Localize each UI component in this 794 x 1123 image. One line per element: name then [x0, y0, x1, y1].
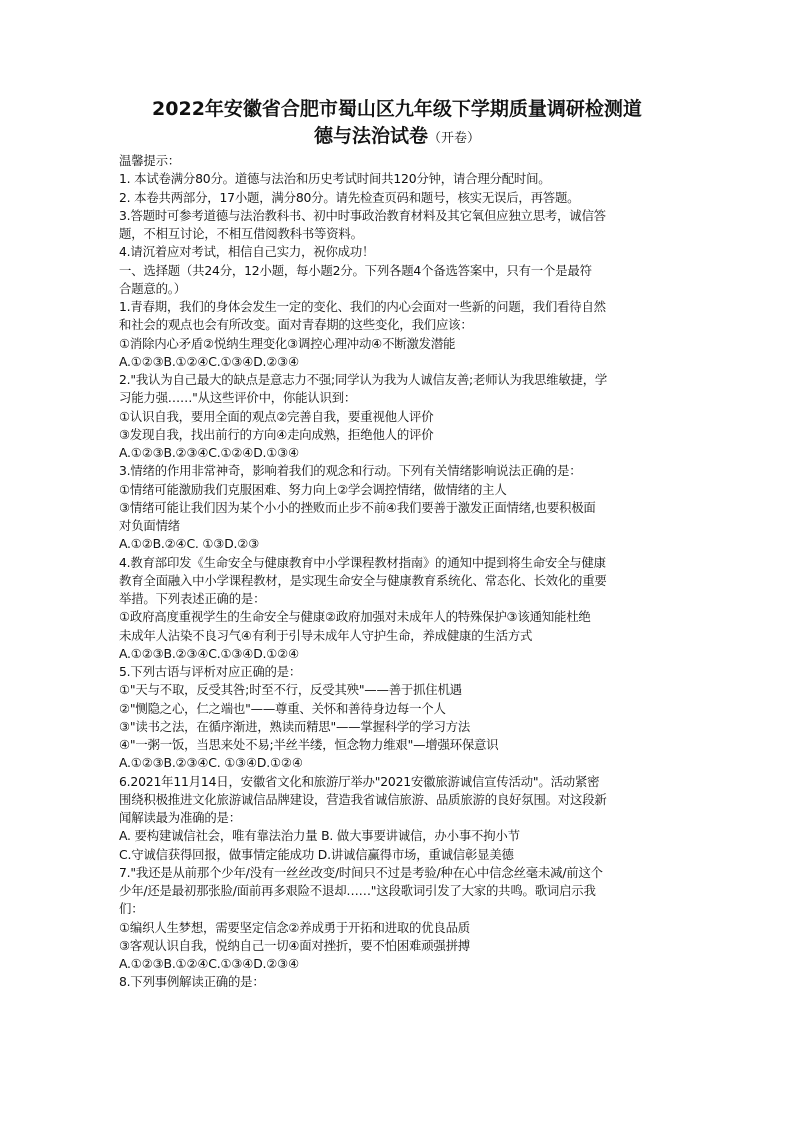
text-line: 未成年人沾染不良习气④有利于引导未成年人守护生命，养成健康的生活方式: [119, 627, 533, 643]
text-line: 举措。下列表述正确的是：: [119, 591, 266, 606]
text-line: A.①②③B.②③④C. ①③④D.①②④: [119, 755, 303, 771]
text-line: ③客观认识自我，悦纳自己一切④面对挫折，要不怕困难顽强拼搏: [119, 937, 470, 953]
text-line: 1.青春期，我们的身体会发生一定的变化、我们的内心会面对一些新的问题，我们看待自然: [119, 299, 606, 314]
text-line: 8.下列事例解读正确的是：: [119, 974, 265, 990]
text-line: 和社会的观点也会有所改变。面对青春期的这些变化，我们应该：: [119, 317, 473, 333]
text-line: 2."我认为自己最大的缺点是意志力不强;同学认为我为人诚信友善;老师认为我思维敏捷，学: [119, 372, 608, 387]
text-line: A.①②③B.②③④C.①③④D.①②④: [119, 645, 300, 661]
page-title: [60, 96, 734, 152]
text-line: 对负面情绪: [119, 518, 180, 533]
text-line: ①政府高度重视学生的生命安全与健康②政府加强对未成年人的特殊保护③该通知能杜绝: [119, 609, 591, 625]
text-line: ①消除内心矛盾②悦纳生理变化③调控心理冲动④不断激发潜能: [119, 335, 456, 351]
text-line: A.①②③B.②③④C.①②④D.①③④: [119, 445, 300, 460]
text-line: A. 要构建诚信社会，唯有靠法治力量 B. 做大事要讲诚信，办小事不拘小节: [119, 828, 520, 844]
text-line: 们：: [119, 901, 144, 917]
title-line-1: 2022年安徽省合肥市蜀山区九年级下学期质量调研检测道: [152, 98, 642, 120]
text-line: ③"读书之法，在循序渐进，熟读而精思"——掌握科学的学习方法: [119, 718, 471, 734]
text-line: A.①②B.②④C. ①③D.②③: [119, 536, 260, 552]
text-line: ③发现自我，找出前行的方向④走向成熟，拒绝他人的评价: [119, 426, 434, 442]
text-line: 题，不相互讨论，不相互借阅教科书等资料。: [119, 226, 363, 241]
text-line: C.守诚信获得回报，做事情定能成功 D.讲诚信赢得市场，重诚信彰显美德: [119, 846, 514, 862]
text-line: 7."我还是从前那个少年/没有一丝丝改变/时间只不过是考验/种在心中信念丝毫未减/前这个: [119, 864, 603, 880]
text-line: ①认识自我，要用全面的观点②完善自我，要重视他人评价: [119, 408, 434, 424]
title-suffix: （开卷）: [428, 131, 481, 146]
text-line: 4.请沉着应对考试，相信自己实力，祝你成功！: [119, 244, 375, 260]
text-line: 围绕积极推进文化旅游诚信品牌建设，营造我省诚信旅游、品质旅游的良好氛围。对这段新: [119, 791, 607, 807]
text-line: 3.情绪的作用非常神奇，影响着我们的观念和行动。下列有关情绪影响说法正确的是：: [119, 463, 582, 479]
text-line: ②"恻隐之心，仁之端也"——尊重、关怀和善待身边每一个人: [119, 700, 446, 716]
text-line: ④"一粥一饭，当思来处不易;半丝半缕，恒念物力维艰"—增强环保意识: [119, 737, 499, 752]
text-line: A.①②③B.①②④C.①③④D.②③④: [119, 353, 300, 369]
text-line: ③情绪可能让我们因为某个小小的挫败而止步不前④我们要善于激发正面情绪,也要积极面: [119, 499, 596, 515]
exam-content: [119, 152, 685, 992]
text-line: 3.答题时可参考道德与法治教科书、初中时事政治教育材料及其它氧但应独立思考，诚信答: [119, 207, 606, 223]
title-line-2-main: 德与法治试卷: [313, 125, 428, 147]
title-line-2: [60, 123, 734, 152]
text-line: ①编织人生梦想，需要坚定信念②养成勇于开拓和进取的优良品质: [119, 919, 470, 935]
text-line: ①"天与不取，反受其咎;时至不行，反受其殃"——善于抓住机遇: [119, 682, 462, 698]
text-line: 温馨提示：: [119, 153, 180, 168]
text-line: 教育全面融入中小学课程教材，是实现生命安全与健康教育系统化、常态化、长效化的重要: [119, 572, 607, 588]
text-line: 少年/还是最初那张脸/面前再多艰险不退却……"这段歌词引发了大家的共鸣。歌词启示我: [119, 883, 596, 898]
text-line: 4.教育部印发《生命安全与健康教育中小学课程教材指南》的通知中提到将生命安全与健康: [119, 554, 606, 570]
text-line: 5.下列古语与评析对应正确的是：: [119, 664, 302, 679]
text-line: 2. 本卷共两部分，17小题，满分80分。请先检查页码和题号，核实无误后，再答题。: [119, 189, 580, 205]
text-line: 闻解读最为准确的是：: [119, 810, 241, 825]
text-line: 1. 本试卷满分80分。道德与法治和历史考试时间共120分钟，请合理分配时间。: [119, 171, 551, 187]
text-line: 6.2021年11月14日，安徽省文化和旅游厅举办"2021安徽旅游诚信宣传活动"。活动紧密: [119, 773, 600, 789]
text-line: 一、选择题（共24分，12小题，每小题2分。下列各题4个备选答案中，只有一个是最符: [119, 262, 592, 278]
text-line: A.①②③B.①②④C.①③④D.②③④: [119, 956, 300, 971]
text-line: ①情绪可能激励我们克服困难、努力向上②学会调控情绪，做情绪的主人: [119, 481, 507, 497]
text-line: 习能力强……"从这些评价中，你能认识到：: [119, 390, 357, 406]
text-line: 合题意的。）: [119, 280, 186, 296]
